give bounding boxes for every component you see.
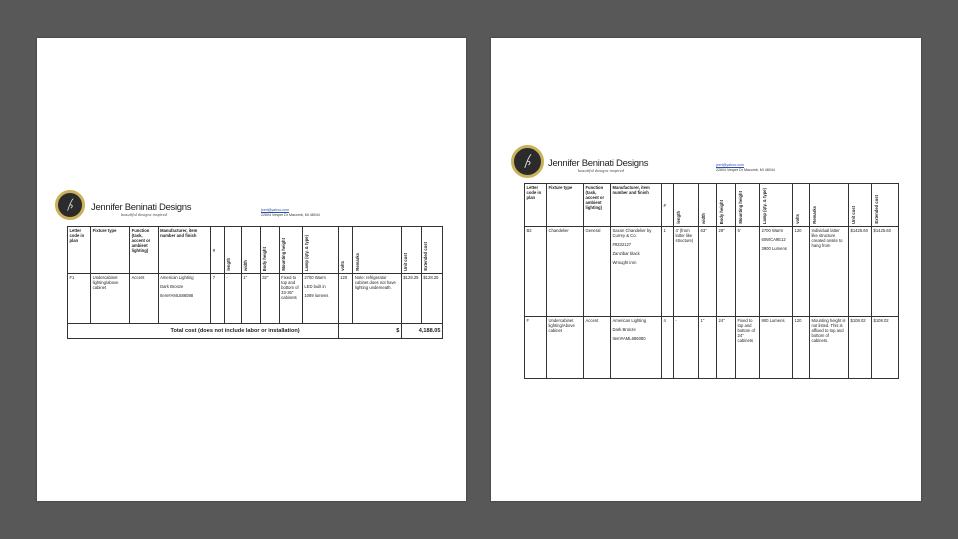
cell-remarks: Individual latter like structure created onsite to hang from (810, 227, 849, 317)
fixture-schedule-table (524, 183, 899, 379)
cell-code: F (525, 317, 547, 379)
cell-qty: 7 (211, 274, 225, 324)
brand-block (91, 202, 191, 217)
cell-code: F1 (68, 274, 91, 324)
contact-block (716, 163, 775, 173)
col-fixture-type: Fixture type (547, 184, 584, 227)
cell-function: Accent (584, 317, 611, 379)
cell-remarks: Mounting height is not listed. This is affixed to top and bottom of cabinets. (810, 317, 849, 379)
cell-manufacturer: American Lighting Dark Bronze Item#AML686088 (158, 274, 211, 324)
cell-volts: 120 (793, 317, 810, 379)
brand-logo (55, 190, 85, 220)
cell-fixture: Undercabinet lighting/above cabinet (91, 274, 130, 324)
table-row (525, 227, 899, 317)
table-header-row (68, 227, 443, 274)
col-remarks: Remarks (354, 253, 360, 271)
cell-lamp: 900 Lumens (760, 317, 793, 379)
col-extended-cost: Extended cost (423, 242, 429, 271)
col-body-height: Body height (262, 246, 268, 271)
cell-body-height: 24" (717, 317, 736, 379)
cell-qty: 1 (662, 227, 674, 317)
total-value: 4,188.05 (401, 324, 442, 339)
cell-ext-cost: $108.02 (872, 317, 899, 379)
total-label: Total cost (does not include labor or installation) (68, 324, 339, 339)
col-lamp: Lamp (qty. & type) (304, 234, 310, 271)
col-quantity: # (662, 184, 674, 227)
contact-block (261, 208, 320, 218)
cell-body-height: 32" (260, 274, 279, 324)
cell-body-height: 29" (717, 227, 736, 317)
cell-qty: 4 (662, 317, 674, 379)
brand-block (548, 158, 648, 173)
monogram-icon (58, 193, 82, 217)
col-body-height: Body height (718, 199, 724, 224)
cell-mounting: Fixed to top and bottom of 24" cabinets (736, 317, 760, 379)
cell-volts: 120 (338, 274, 353, 324)
col-unit-cost: Unit cost (850, 206, 856, 224)
col-fixture-type: Fixture type (91, 227, 130, 274)
cell-lamp: 2700 Warm LED built in 1089 lumens (302, 274, 338, 324)
col-mounting-height: Mounting height (737, 191, 743, 224)
col-unit-cost: Unit cost (403, 253, 409, 271)
cell-ext-cost: $1425.60 (872, 227, 899, 317)
col-width: width (700, 213, 706, 224)
col-letter-code: Letter code in plan (525, 184, 547, 227)
cell-mounting: Fixed to top and bottom of 33-36" cabinets (279, 274, 302, 324)
col-function: Function (task, accent or ambient lighting) (130, 227, 158, 274)
cell-width: 1" (699, 317, 717, 379)
document-page-1 (37, 38, 466, 501)
cell-unit-cost: $1425.60 (849, 227, 872, 317)
col-length: length (226, 258, 232, 271)
brand-tagline: beautiful designs inspired (578, 169, 625, 173)
cell-function: Accent (130, 274, 158, 324)
cell-fixture: Chandelier (547, 227, 584, 317)
cell-unit-cost: $108.02 (849, 317, 872, 379)
brand-tagline: beautiful designs inspired (121, 213, 168, 217)
cell-function: General (584, 227, 611, 317)
cell-width: 63" (699, 227, 717, 317)
cell-lamp: 2700 Warm 60WCA9E12 3900 Lumens (760, 227, 793, 317)
col-volts: volts (340, 261, 346, 271)
brand-name: Jennifer Beninati Designs (91, 202, 192, 213)
total-row (68, 324, 443, 339)
col-extended-cost: Extended cost (873, 195, 879, 224)
monogram-icon (514, 148, 541, 175)
col-letter-code: Letter code in plan (68, 227, 91, 274)
cell-manufacturer: Saxon Chandelier by Currey & Co. #9332127 Zanzibar black Wrought iron (611, 227, 662, 317)
table-header-row (525, 184, 899, 227)
cell-length: - (224, 274, 241, 324)
brand-name: Jennifer Beninati Designs (548, 158, 649, 169)
col-volts: volts (794, 214, 800, 224)
cell-mounting: 5' (736, 227, 760, 317)
total-currency: $ (338, 324, 401, 339)
cell-remarks: Note: refrigerator cabinet does not have lighting underneath. (353, 274, 401, 324)
cell-volts: 120 (793, 227, 810, 317)
contact-address: 22604 Vesper Dr Macomb, MI 48044 (261, 213, 320, 217)
col-manufacturer: Manufacturer, item number and finish (158, 227, 211, 274)
col-quantity: # (211, 227, 225, 274)
col-width: width (243, 260, 249, 271)
brand-logo (511, 145, 544, 178)
cell-fixture: Undercabinet lighting/Above cabinet (547, 317, 584, 379)
contact-address: 22604 Vesper Dr Macomb, MI 48044 (716, 168, 775, 172)
cell-manufacturer: American Lighting Dark Bronze Item#AML686080 (611, 317, 662, 379)
table-row (525, 317, 899, 379)
fixture-schedule-table (67, 226, 443, 339)
cell-length: - (674, 317, 699, 379)
col-remarks: Remarks (811, 206, 817, 224)
cell-length: 4' (from latter like structure) (674, 227, 699, 317)
cell-code: B2 (525, 227, 547, 317)
col-function: Function (task, accent or ambient lighting) (584, 184, 611, 227)
col-length: length (675, 211, 681, 224)
col-manufacturer: Manufacturer, item number and finish (611, 184, 662, 227)
cell-unit-cost: $128.25 (401, 274, 421, 324)
cell-ext-cost: $128.25 (421, 274, 442, 324)
document-page-2 (491, 38, 921, 501)
col-mounting-height: Mounting height (281, 238, 287, 271)
contact-email[interactable]: jcert@yahoo.com (261, 208, 290, 212)
col-lamp: Lamp (qty. & type) (761, 187, 767, 224)
cell-width: 1" (241, 274, 260, 324)
table-row (68, 274, 443, 324)
contact-email[interactable]: jcert@yahoo.com (716, 163, 745, 167)
